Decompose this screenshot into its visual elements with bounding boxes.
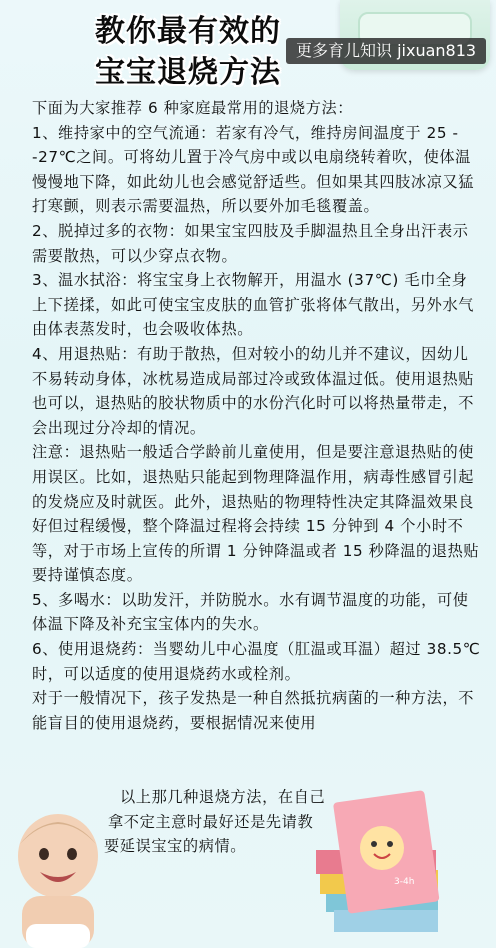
article-body xyxy=(32,96,482,735)
closing-paragraph: 对于一般情况下，孩子发热是一种自然抵抗病菌的一种方法，不能盲目的使用退烧药，要根据情况来使用 xyxy=(32,689,475,732)
method-3: 3、温水拭浴：将宝宝身上衣物解开，用温水 (37℃) 毛巾全身上下搓揉，如此可使宝宝皮肤的血管扩张将体气散出，另外水气由体表蒸发时，也会吸收体热。 xyxy=(32,271,475,339)
method-1: 1、维持家中的空气流通：若家有冷气，维持房间温度于 25 --27℃之间。可将幼儿置于冷气房中或以电扇绕转着吹，使体温慢慢地下降，如此幼儿也会感觉舒适些。但如果其四肢冰凉又猛打寒颤，则表示需要温热，所以要外加毛毯覆盖。 xyxy=(32,123,475,216)
title-line-2: 宝宝退烧方法 xyxy=(95,55,281,90)
tail-line-3: 要延误宝宝的病情。 xyxy=(104,837,247,856)
watermark: 更多育儿知识 jixuan813 xyxy=(286,38,486,64)
method-4: 4、用退热贴：有助于散热，但对较小的幼儿并不建议，因幼儿不易转动身体，冰枕易造成局部过冷或致体温过低。使用退热贴也可以，退热贴的胶状物质中的水份汽化时可以将热量带走，不会出现过分冷却的情况。 xyxy=(32,344,475,437)
method-6: 6、使用退烧药：当婴幼儿中心温度（肛温或耳温）超过 38.5℃时，可以适度的使用退烧药水或栓剂。 xyxy=(32,640,481,683)
intro-text: 下面为大家推荐 6 种家庭最常用的退烧方法： xyxy=(32,99,354,117)
method-2: 2、脱掉过多的衣物：如果宝宝四肢及手脚温热且全身出汗表示需要散热，可以少穿点衣物。 xyxy=(32,221,469,265)
header xyxy=(0,0,496,92)
title-line-1: 教你最有效的 xyxy=(95,14,281,49)
fever-patch-boxes-image xyxy=(290,790,450,948)
tail-line-2: 拿不定主意时最好还是先请教 xyxy=(108,812,314,831)
baby-image xyxy=(0,804,115,948)
box-label: 3-4h xyxy=(394,877,415,887)
note-paragraph: 注意：退热贴一般适合学龄前儿童使用，但是要注意退热贴的使用误区。比如，退热贴只能起到物理降温作用，病毒性感冒引起的发烧应及时就医。此外，退热贴的物理特性决定其降温效果良好但过程缓慢，整个降温过程将会持续 15 分钟到 4 个小时不等，对于市场上宣传的所谓 1 分钟降温或者 15 秒降温的退热贴要持谨慎态度。 xyxy=(32,443,480,585)
tail-line-1: 以上那几种退烧方法，在自己 xyxy=(120,788,326,806)
method-5: 5、多喝水：以助发汗，并防脱水。水有调节温度的功能，可使体温下降及补充宝宝体内的失水。 xyxy=(32,590,469,634)
